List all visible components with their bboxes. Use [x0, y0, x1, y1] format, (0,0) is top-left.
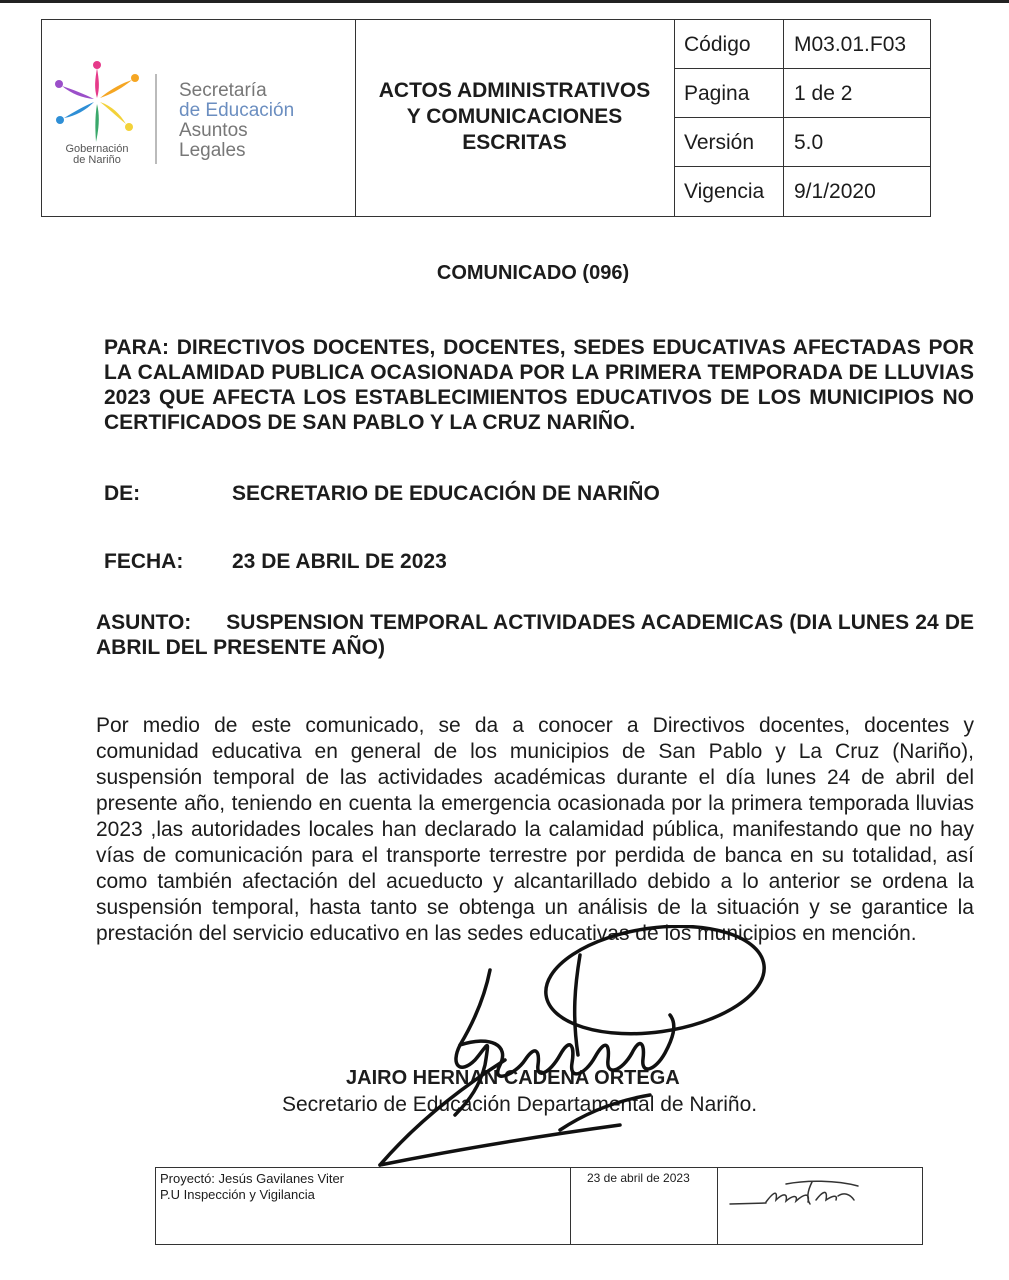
recipients-paragraph: PARA: DIRECTIVOS DOCENTES, DOCENTES, SEDES EDUCATIVAS AFECTADAS POR LA CALAMIDAD PUBLICA OCASIONADA POR LA PRIMERA TEMPORADA DE LLUVIAS 2023 QUE AFECTA LOS ESTABLECIMIENTOS EDUCATIVOS DE LOS MUNICIPIOS NO CERTIFICADOS DE SAN PABLO Y LA CRUZ NARIÑO.: [104, 336, 974, 434]
meta-row-vigencia: Vigencia 9/1/2020: [674, 167, 930, 216]
projected-by: Proyectó: Jesús Gavilanes Viter: [160, 1171, 345, 1186]
footer-date-cell: [571, 1168, 718, 1244]
footer-signature-cell: [718, 1168, 923, 1244]
date-value: 23 DE ABRIL DE 2023: [232, 550, 447, 573]
subject-value: SUSPENSION TEMPORAL ACTIVIDADES ACADEMICAS (DIA LUNES 24 DE ABRIL DEL PRESENTE AÑO): [96, 611, 974, 659]
date-label: FECHA:: [104, 550, 184, 573]
footer-date: 23 de abril de 2023: [587, 1171, 690, 1185]
meta-row-pagina: Pagina 1 de 2: [674, 69, 930, 118]
document-header-table: [41, 19, 931, 217]
initials-signature: [726, 1174, 866, 1214]
department-name: Secretaría de Educación Asuntos Legales: [179, 80, 295, 161]
footer-projected-cell: [156, 1168, 571, 1244]
logo-cell: [42, 20, 356, 216]
body-paragraph: Por medio de este comunicado, se da a conocer a Directivos docentes, docentes y comunidad educativa en general de los municipios de San Pablo y La Cruz (Nariño), suspensión temporal de las actividades académicas durante el día lunes 24 de abril del presente año, teniendo en cuenta la emergencia ocasionada por la primera temporada lluvias 2023 ,las autoridades locales han declarado la calamidad pública, manifestando que no hay vías de comunicación para el transporte terrestre por perdida de banca en su totalidad, así como también afectación del acueducto y alcantarillado debido a lo anterior se ordena la suspensión temporal, hasta tanto se obtenga un análisis de la situación y se garantice la prestación del servicio educativo en las sedes educativas de los municipios en mención.: [96, 714, 974, 945]
from-label: DE:: [104, 482, 141, 505]
logo-separator: [155, 74, 157, 164]
signatory-name: JAIRO HERNAN CADENA ORTEGA: [346, 1067, 680, 1089]
document-metadata: [674, 20, 930, 216]
gobernacion-star-logo-icon: [52, 58, 142, 148]
handwritten-signature: [340, 925, 780, 1175]
communique-heading: COMUNICADO (096): [436, 262, 630, 284]
projected-unit: P.U Inspección y Vigilancia: [160, 1187, 315, 1202]
subject-paragraph: [96, 610, 974, 660]
subject-label: ASUNTO:: [96, 611, 192, 634]
meta-row-codigo: Código M03.01.F03: [674, 20, 930, 69]
logo-caption: Gobernación de Nariño: [65, 143, 129, 166]
footer-approval-table: [155, 1167, 923, 1245]
top-border-line: [0, 0, 1009, 3]
document-type-title: ACTOS ADMINISTRATIVOS Y COMUNICACIONES ESCRITAS: [378, 79, 651, 154]
signatory-role: Secretario de Educación Departamental de Nariño.: [282, 1093, 758, 1116]
from-value: SECRETARIO DE EDUCACIÓN DE NARIÑO: [232, 482, 660, 505]
meta-row-version: Versión 5.0: [674, 118, 930, 167]
title-cell: [355, 20, 675, 216]
